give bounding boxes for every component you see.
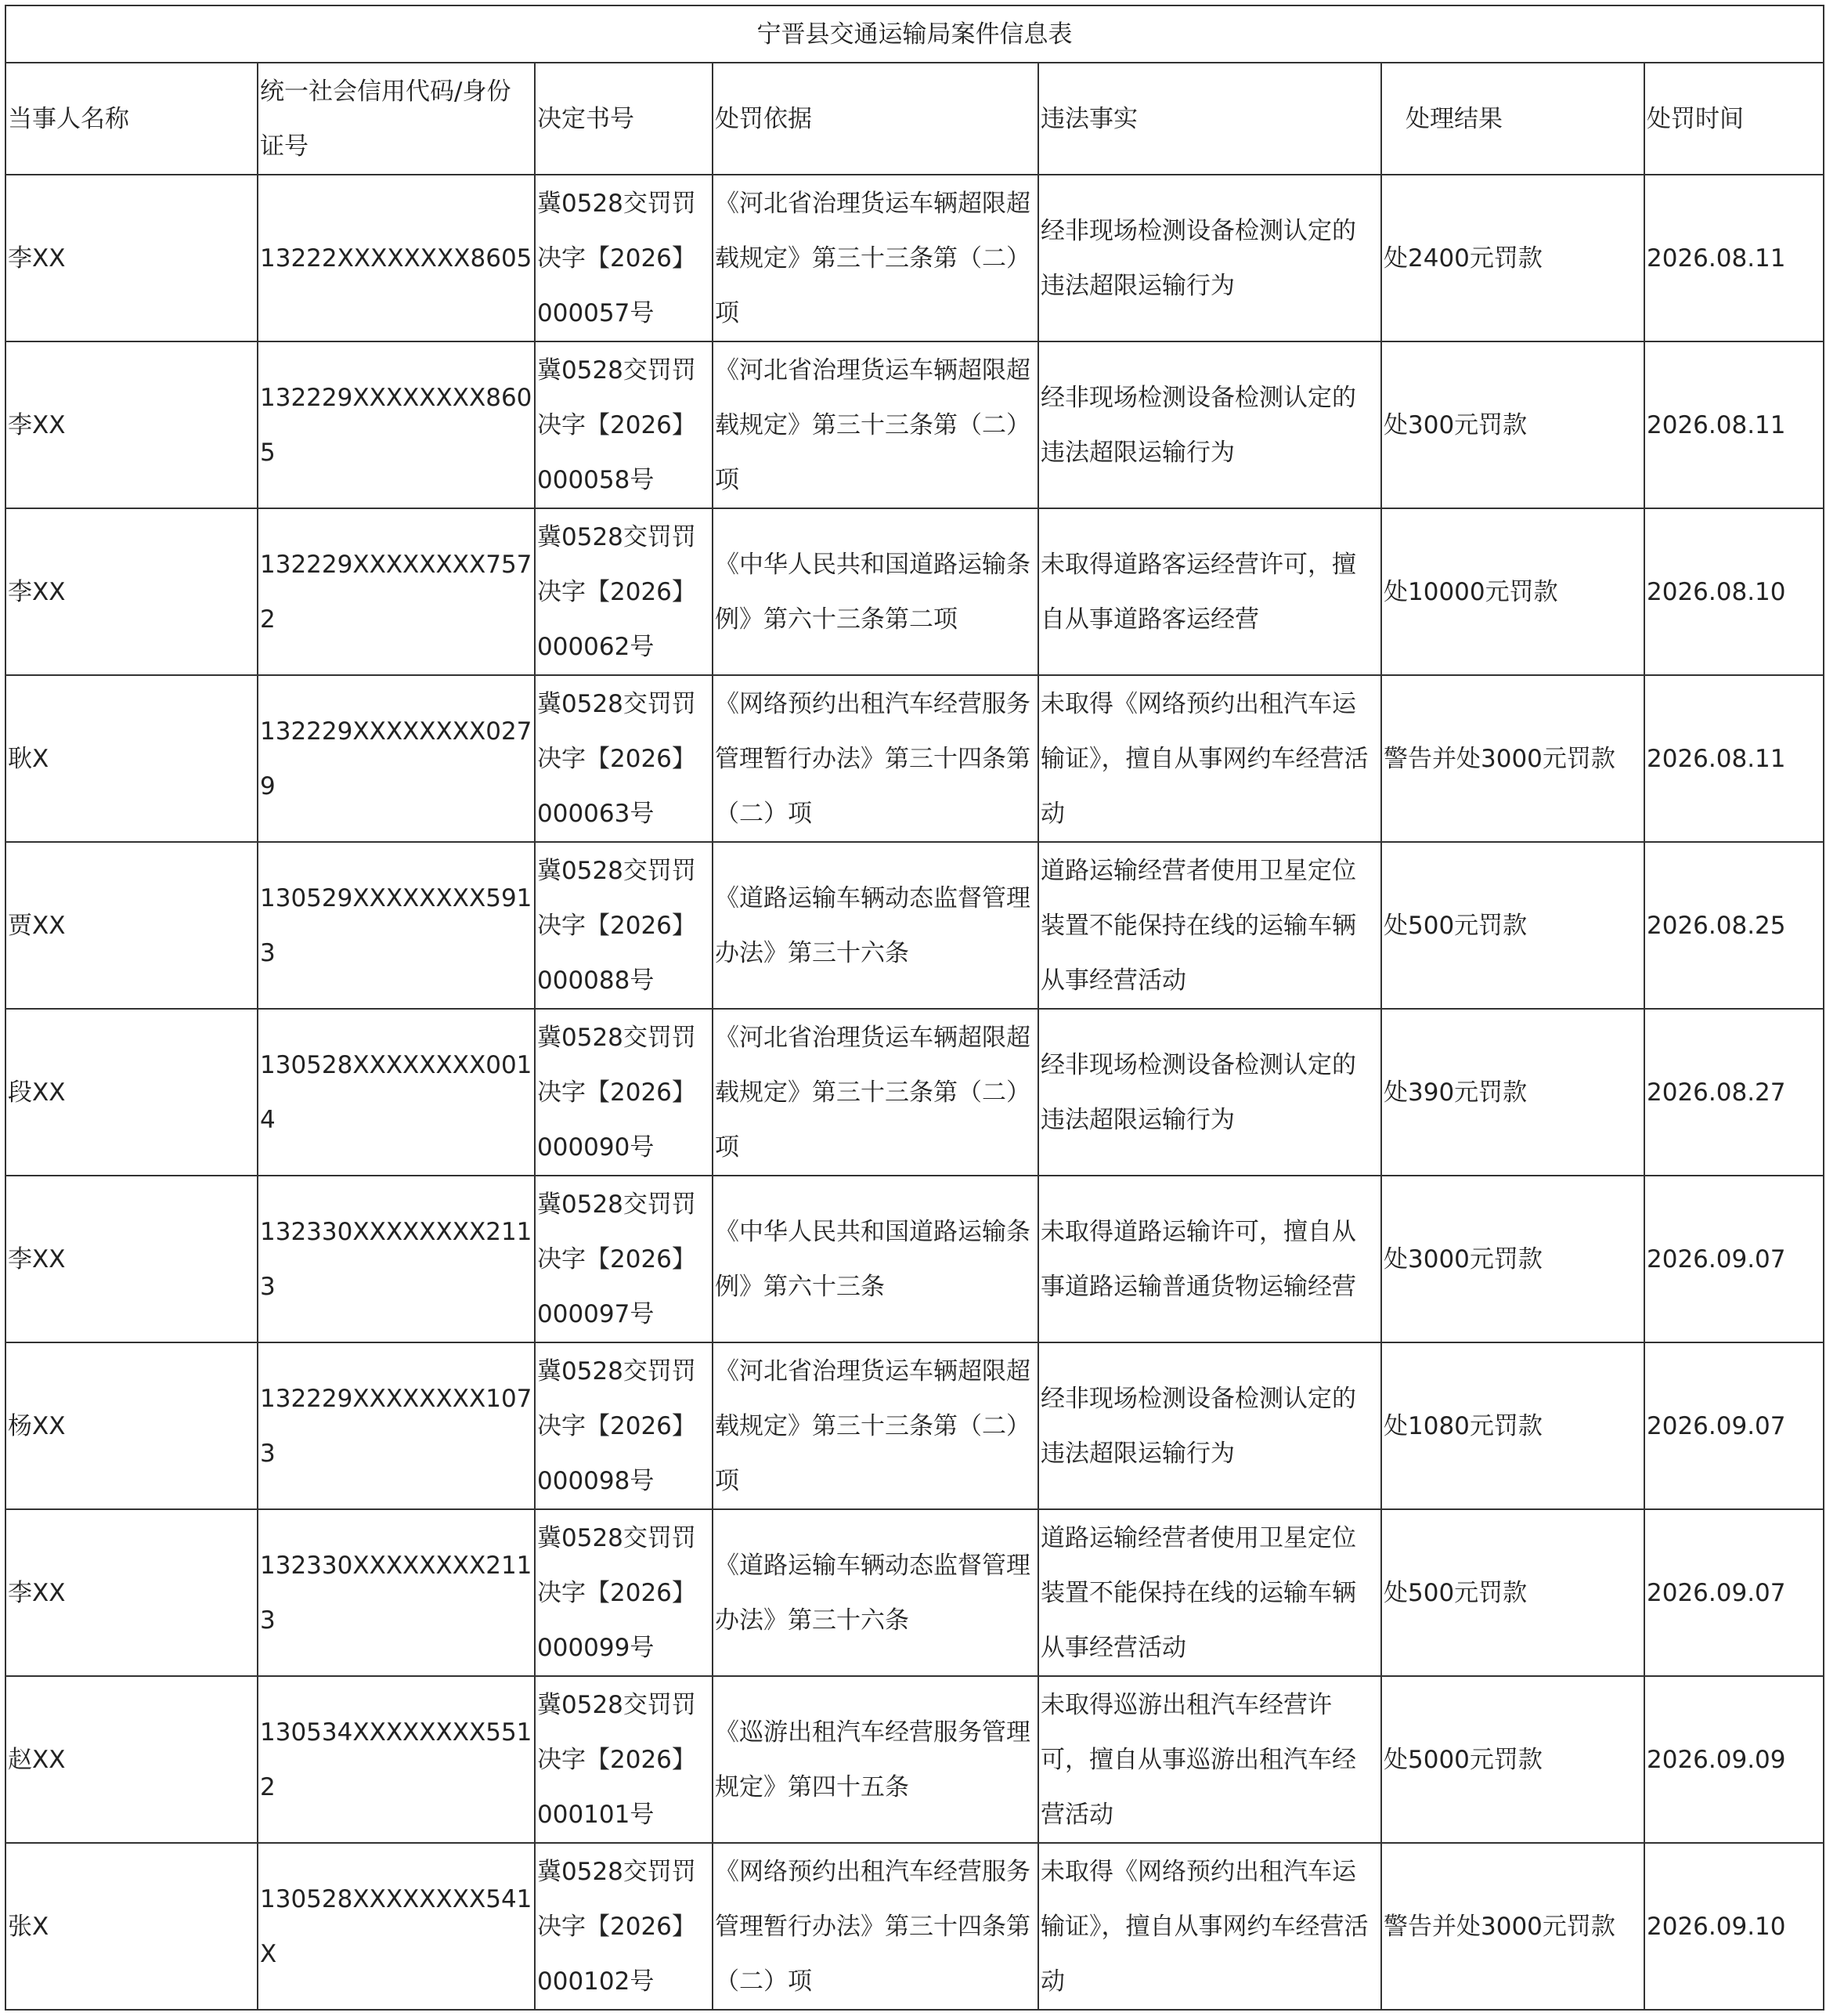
table-header-row bbox=[5, 63, 1824, 175]
party-name-cell: 贾XX bbox=[5, 842, 258, 1009]
table-row bbox=[5, 175, 1824, 341]
table-row bbox=[5, 508, 1824, 675]
table-title-row bbox=[5, 5, 1824, 63]
penalty-basis-cell: 《中华人民共和国道路运输条例》第六十三条第二项 bbox=[713, 508, 1038, 675]
decision-number-cell: 冀0528交罚罚决字【2026】000057号 bbox=[535, 175, 713, 341]
party-name-cell: 张X bbox=[5, 1843, 258, 2010]
decision-number-cell: 冀0528交罚罚决字【2026】000102号 bbox=[535, 1843, 713, 2010]
decision-number-cell: 冀0528交罚罚决字【2026】000090号 bbox=[535, 1009, 713, 1176]
credit-id-cell: 132229XXXXXXXX7572 bbox=[258, 508, 535, 675]
party-name-cell: 李XX bbox=[5, 175, 258, 341]
header-violation-fact: 违法事实 bbox=[1038, 63, 1381, 175]
result-cell: 处500元罚款 bbox=[1381, 842, 1644, 1009]
table-row bbox=[5, 1843, 1824, 2010]
penalty-basis-cell: 《道路运输车辆动态监督管理办法》第三十六条 bbox=[713, 1509, 1038, 1676]
table-row bbox=[5, 341, 1824, 508]
table-title: 宁晋县交通运输局案件信息表 bbox=[5, 5, 1824, 63]
header-penalty-basis: 处罚依据 bbox=[713, 63, 1038, 175]
table-row bbox=[5, 1676, 1824, 1843]
violation-fact-cell: 经非现场检测设备检测认定的违法超限运输行为 bbox=[1038, 1342, 1381, 1509]
table-row bbox=[5, 1509, 1824, 1676]
penalty-basis-cell: 《道路运输车辆动态监督管理办法》第三十六条 bbox=[713, 842, 1038, 1009]
penalty-basis-cell: 《河北省治理货运车辆超限超载规定》第三十三条第（二）项 bbox=[713, 175, 1038, 341]
penalty-basis-cell: 《中华人民共和国道路运输条例》第六十三条 bbox=[713, 1176, 1038, 1342]
credit-id-cell: 132330XXXXXXXX2113 bbox=[258, 1176, 535, 1342]
decision-number-cell: 冀0528交罚罚决字【2026】000099号 bbox=[535, 1509, 713, 1676]
result-cell: 处300元罚款 bbox=[1381, 341, 1644, 508]
credit-id-cell: 130528XXXXXXXX541X bbox=[258, 1843, 535, 2010]
violation-fact-cell: 未取得道路客运经营许可，擅自从事道路客运经营 bbox=[1038, 508, 1381, 675]
result-cell: 警告并处3000元罚款 bbox=[1381, 675, 1644, 842]
violation-fact-cell: 经非现场检测设备检测认定的违法超限运输行为 bbox=[1038, 341, 1381, 508]
header-credit-id: 统一社会信用代码/身份证号 bbox=[258, 63, 535, 175]
decision-number-cell: 冀0528交罚罚决字【2026】000097号 bbox=[535, 1176, 713, 1342]
penalty-time-cell: 2026.09.09 bbox=[1644, 1676, 1824, 1843]
violation-fact-cell: 未取得道路运输许可，擅自从事道路运输普通货物运输经营 bbox=[1038, 1176, 1381, 1342]
decision-number-cell: 冀0528交罚罚决字【2026】000063号 bbox=[535, 675, 713, 842]
penalty-time-cell: 2026.08.27 bbox=[1644, 1009, 1824, 1176]
result-cell: 处5000元罚款 bbox=[1381, 1676, 1644, 1843]
credit-id-cell: 132229XXXXXXXX0279 bbox=[258, 675, 535, 842]
credit-id-cell: 13222XXXXXXXX8605 bbox=[258, 175, 535, 341]
table-row bbox=[5, 842, 1824, 1009]
penalty-time-cell: 2026.08.11 bbox=[1644, 675, 1824, 842]
penalty-basis-cell: 《河北省治理货运车辆超限超载规定》第三十三条第（二）项 bbox=[713, 1342, 1038, 1509]
decision-number-cell: 冀0528交罚罚决字【2026】000101号 bbox=[535, 1676, 713, 1843]
party-name-cell: 耿X bbox=[5, 675, 258, 842]
credit-id-cell: 130534XXXXXXXX5512 bbox=[258, 1676, 535, 1843]
result-cell: 处1080元罚款 bbox=[1381, 1342, 1644, 1509]
decision-number-cell: 冀0528交罚罚决字【2026】000058号 bbox=[535, 341, 713, 508]
penalty-time-cell: 2026.08.11 bbox=[1644, 341, 1824, 508]
violation-fact-cell: 未取得巡游出租汽车经营许可，擅自从事巡游出租汽车经营活动 bbox=[1038, 1676, 1381, 1843]
result-cell: 处500元罚款 bbox=[1381, 1509, 1644, 1676]
party-name-cell: 李XX bbox=[5, 1176, 258, 1342]
result-cell: 处3000元罚款 bbox=[1381, 1176, 1644, 1342]
credit-id-cell: 132229XXXXXXXX8605 bbox=[258, 341, 535, 508]
violation-fact-cell: 道路运输经营者使用卫星定位装置不能保持在线的运输车辆从事经营活动 bbox=[1038, 1509, 1381, 1676]
party-name-cell: 杨XX bbox=[5, 1342, 258, 1509]
party-name-cell: 赵XX bbox=[5, 1676, 258, 1843]
header-decision-number: 决定书号 bbox=[535, 63, 713, 175]
violation-fact-cell: 道路运输经营者使用卫星定位装置不能保持在线的运输车辆从事经营活动 bbox=[1038, 842, 1381, 1009]
header-result: 处理结果 bbox=[1381, 63, 1644, 175]
violation-fact-cell: 未取得《网络预约出租汽车运输证》，擅自从事网约车经营活动 bbox=[1038, 675, 1381, 842]
penalty-basis-cell: 《网络预约出租汽车经营服务管理暂行办法》第三十四条第（二）项 bbox=[713, 675, 1038, 842]
penalty-time-cell: 2026.09.07 bbox=[1644, 1342, 1824, 1509]
penalty-basis-cell: 《巡游出租汽车经营服务管理规定》第四十五条 bbox=[713, 1676, 1038, 1843]
result-cell: 处10000元罚款 bbox=[1381, 508, 1644, 675]
header-penalty-time: 处罚时间 bbox=[1644, 63, 1824, 175]
credit-id-cell: 132229XXXXXXXX1073 bbox=[258, 1342, 535, 1509]
penalty-basis-cell: 《河北省治理货运车辆超限超载规定》第三十三条第（二）项 bbox=[713, 1009, 1038, 1176]
penalty-time-cell: 2026.09.07 bbox=[1644, 1176, 1824, 1342]
table-row bbox=[5, 675, 1824, 842]
penalty-time-cell: 2026.08.11 bbox=[1644, 175, 1824, 341]
decision-number-cell: 冀0528交罚罚决字【2026】000088号 bbox=[535, 842, 713, 1009]
violation-fact-cell: 经非现场检测设备检测认定的违法超限运输行为 bbox=[1038, 175, 1381, 341]
penalty-time-cell: 2026.08.10 bbox=[1644, 508, 1824, 675]
table-row bbox=[5, 1176, 1824, 1342]
penalty-time-cell: 2026.08.25 bbox=[1644, 842, 1824, 1009]
credit-id-cell: 132330XXXXXXXX2113 bbox=[258, 1509, 535, 1676]
violation-fact-cell: 未取得《网络预约出租汽车运输证》，擅自从事网约车经营活动 bbox=[1038, 1843, 1381, 2010]
result-cell: 处390元罚款 bbox=[1381, 1009, 1644, 1176]
penalty-basis-cell: 《河北省治理货运车辆超限超载规定》第三十三条第（二）项 bbox=[713, 341, 1038, 508]
decision-number-cell: 冀0528交罚罚决字【2026】000098号 bbox=[535, 1342, 713, 1509]
party-name-cell: 李XX bbox=[5, 1509, 258, 1676]
party-name-cell: 李XX bbox=[5, 508, 258, 675]
header-party-name: 当事人名称 bbox=[5, 63, 258, 175]
result-cell: 处2400元罚款 bbox=[1381, 175, 1644, 341]
penalty-time-cell: 2026.09.07 bbox=[1644, 1509, 1824, 1676]
credit-id-cell: 130528XXXXXXXX0014 bbox=[258, 1009, 535, 1176]
table-row bbox=[5, 1009, 1824, 1176]
result-cell: 警告并处3000元罚款 bbox=[1381, 1843, 1644, 2010]
table-row bbox=[5, 1342, 1824, 1509]
party-name-cell: 段XX bbox=[5, 1009, 258, 1176]
violation-fact-cell: 经非现场检测设备检测认定的违法超限运输行为 bbox=[1038, 1009, 1381, 1176]
case-info-table bbox=[5, 5, 1824, 2011]
credit-id-cell: 130529XXXXXXXX5913 bbox=[258, 842, 535, 1009]
decision-number-cell: 冀0528交罚罚决字【2026】000062号 bbox=[535, 508, 713, 675]
penalty-time-cell: 2026.09.10 bbox=[1644, 1843, 1824, 2010]
party-name-cell: 李XX bbox=[5, 341, 258, 508]
penalty-basis-cell: 《网络预约出租汽车经营服务管理暂行办法》第三十四条第（二）项 bbox=[713, 1843, 1038, 2010]
